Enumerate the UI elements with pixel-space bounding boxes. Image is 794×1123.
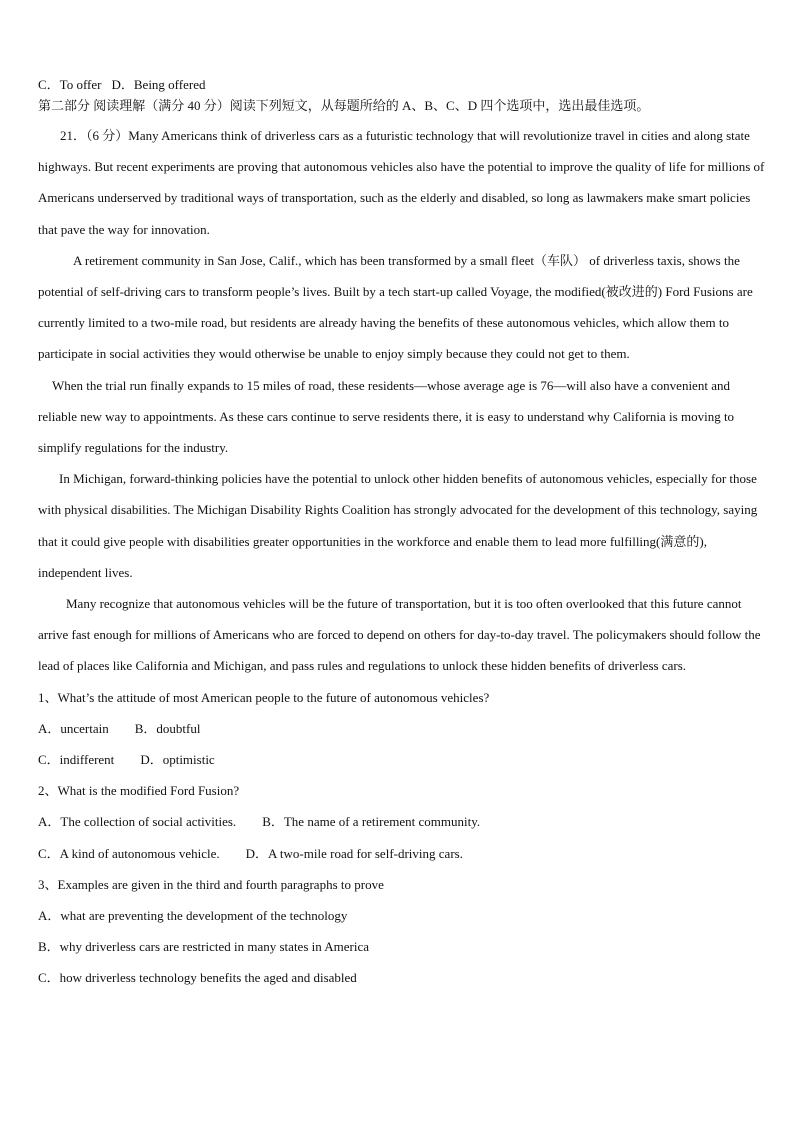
question-1: [38, 682, 766, 776]
option-d: D．optimistic: [140, 752, 215, 768]
option-a: A．what are preventing the development of the technology: [38, 908, 348, 924]
option-row: [38, 806, 766, 837]
question-stem: 3、Examples are given in the third and fourth paragraphs to prove: [38, 876, 384, 892]
section-header: 第二部分 阅读理解（满分 40 分）阅读下列短文，从每题所给的 A、B、C、D 四个选项中，选出最佳选项。: [38, 98, 650, 113]
passage-paragraph-3: When the trial run finally expands to 15 miles of road, these residents—whose average age is 76—will also have a convenient and reliable new way to appointments. As these cars continue to serve residents there, it is easy to understand why California is moving to simplify regulations for the industry.: [38, 377, 735, 456]
previous-question-options: [38, 74, 766, 95]
option-row: [38, 744, 766, 775]
option-b: B．why driverless cars are restricted in many states in America: [38, 939, 370, 955]
option-b: B．The name of a retirement community.: [262, 814, 481, 830]
option-row: [38, 838, 766, 869]
passage-paragraph-2: A retirement community in San Jose, Calif., which has been transformed by a small fleet（车队） of driverless taxis, shows the potential of self-driving cars to transform people’s lives. Built by a tech start-up called Voyage, the modified(被改进的) Ford Fusions are currently limited to a two-mile road, but residents are already having the benefits of these autonomous vehicles, which allow them to participate in social activities they would otherwise be unable to enjoy simply because they could not get to them.: [38, 252, 753, 362]
passage-paragraph-4: In Michigan, forward-thinking policies have the potential to unlock other hidden benefits of autonomous vehicles, especially for those with physical disabilities. The Michigan Disability Rights Coalition has strongly advocated for the development of this technology, saying that it could give people with disabilities greater opportunities in the workforce and enable them to lead more fulfilling(满意的), independent lives.: [38, 471, 758, 580]
option-c: C．indifferent: [38, 752, 115, 768]
reading-passage: [38, 120, 766, 682]
option-d: D．A two-mile road for self-driving cars.: [245, 845, 463, 861]
question-2: [38, 775, 766, 869]
option-c: C．A kind of autonomous vehicle.: [38, 845, 220, 861]
option-a: A．The collection of social activities.: [38, 814, 237, 830]
question-number-label: 21．（6 分）: [60, 128, 129, 143]
option-c: C．To offer: [38, 77, 102, 92]
option-a: A．uncertain: [38, 720, 109, 736]
question-stem: 2、What is the modified Ford Fusion?: [38, 783, 240, 799]
option-b: B．doubtful: [134, 720, 201, 736]
option-c: C．how driverless technology benefits the aged and disabled: [38, 970, 357, 986]
question-stem: 1、What’s the attitude of most American people to the future of autonomous vehicles?: [38, 689, 490, 705]
passage-paragraph-5: Many recognize that autonomous vehicles will be the future of transportation, but it is too often overlooked that this future cannot arrive fast enough for millions of Americans who are forced to depend on others for day-to-day travel. The policymakers should follow the lead of places like California and Michigan, and pass rules and regulations to unlock these hidden benefits of driverless cars.: [38, 596, 761, 674]
question-3: [38, 869, 766, 994]
exam-page: [38, 74, 766, 994]
option-d: D．Being offered: [111, 77, 206, 92]
passage-paragraph-1: 21．（6 分）Many Americans think of driverless cars as a futuristic technology that will revolutionize travel in cities and along state highways. But recent experiments are proving that autonomous vehicles also have the potential to improve the quality of life for millions of Americans underserved by traditional ways of transportation, such as the elderly and disabled, so long as lawmakers make smart policies that pave the way for innovation.: [38, 128, 765, 237]
option-row: [38, 713, 766, 744]
